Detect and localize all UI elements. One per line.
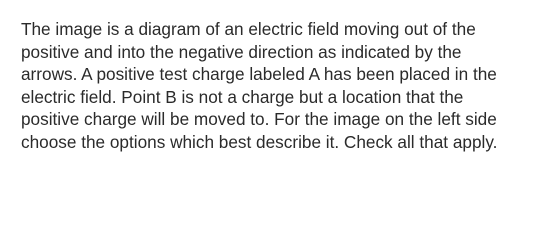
question-line: positive and into the negative direction as indicated by the — [21, 41, 462, 62]
question-line: electric field. Point B is not a charge but a location that the — [21, 86, 464, 107]
question-line: The image is a diagram of an electric field moving out of the — [21, 19, 476, 39]
question-line: choose the options which best describe it. Check all that apply. — [21, 131, 498, 152]
question-text — [21, 18, 541, 153]
question-line: positive charge will be moved to. For the image on the left side — [21, 109, 497, 129]
question-line: arrows. A positive test charge labeled A has been placed in the — [21, 64, 497, 84]
